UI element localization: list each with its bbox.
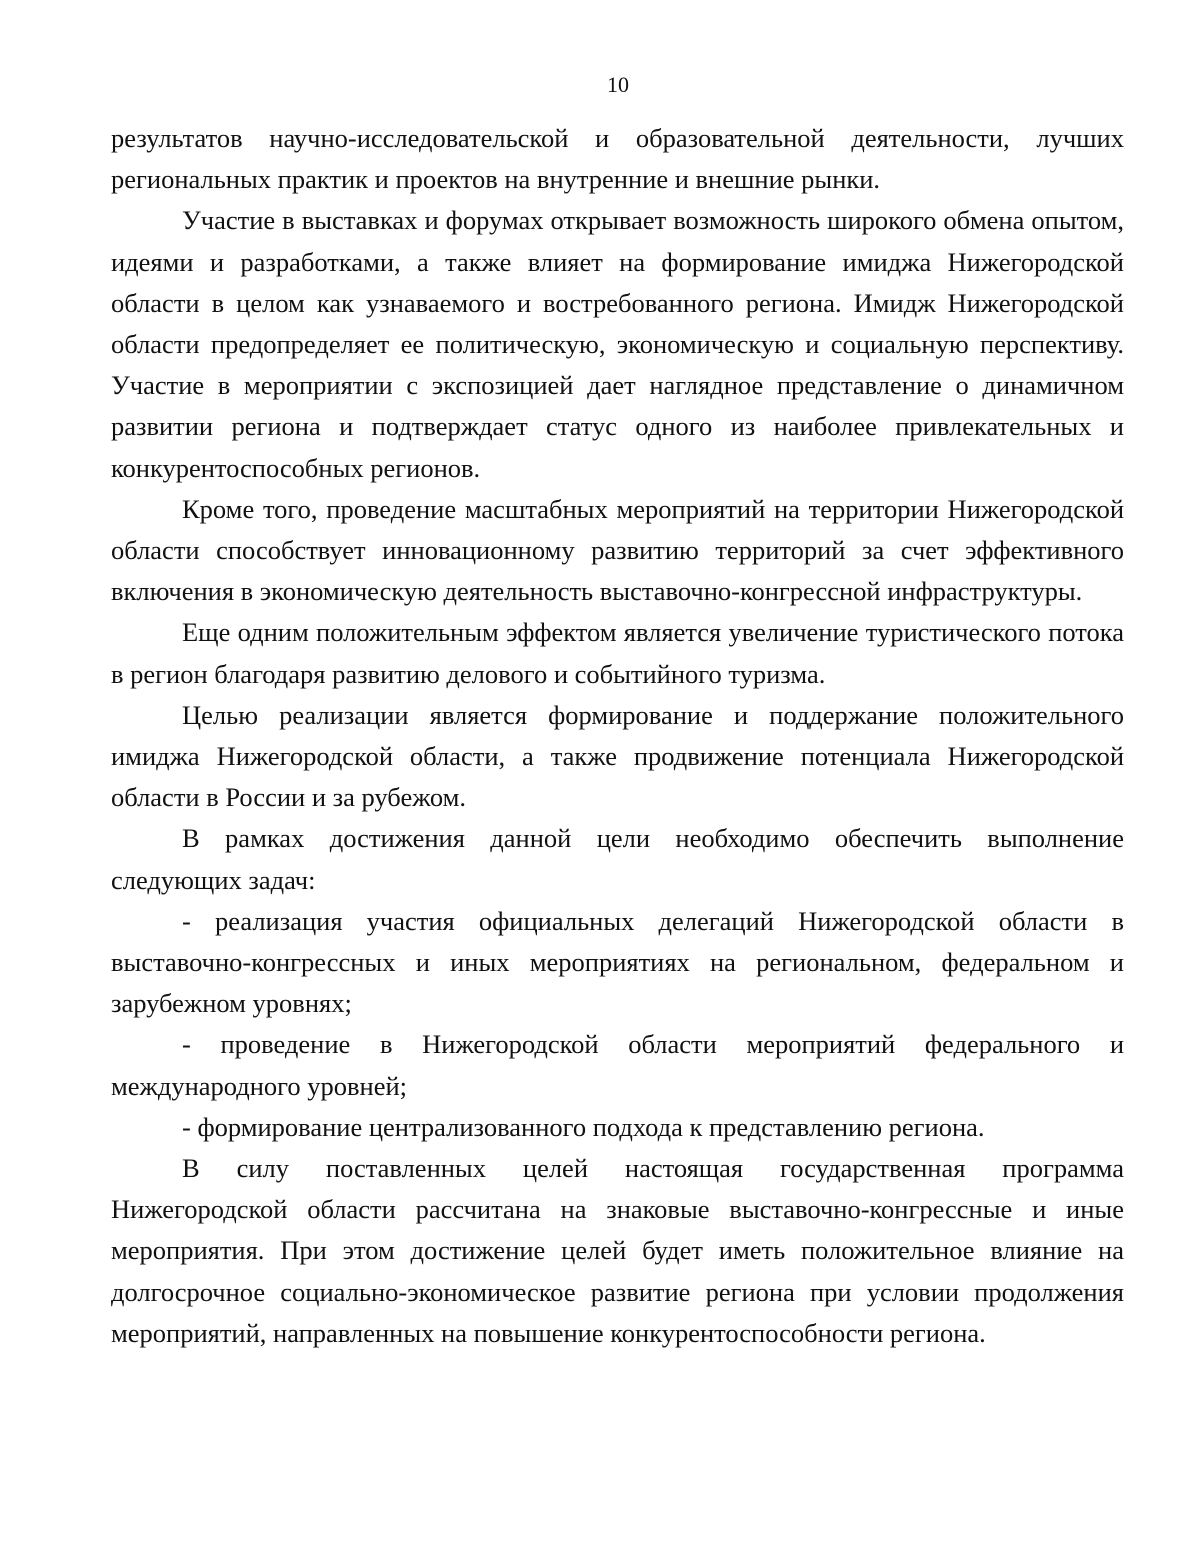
list-item-task-delegations: - реализация участия официальных делегаций Нижегородской области в выставочно-конгрессных и иных мероприятиях на региональном, федеральном и зарубежном уровнях; [111, 905, 1124, 1019]
document-body [111, 118, 1124, 1354]
paragraph-goal: Целью реализации является формирование и поддержание положительного имиджа Нижегородской области, а также продвижение потенциала Нижегородской области в России и за рубежом. [111, 699, 1124, 813]
paragraph-program-conclusion: В силу поставленных целей настоящая государственная программа Нижегородской области рассчитана на знаковые выставочно-конгрессные и иные мероприятия. При этом достижение целей будет иметь положительное влияние на долгосрочное социально-экономическое развитие региона при условии продолжения мероприятий, направленных на повышение конкурентоспособности региона. [111, 1153, 1124, 1348]
paragraph-continuation: результатов научно-исследовательской и образовательной деятельности, лучших региональных практик и проектов на внутренние и внешние рынки. [111, 123, 1124, 195]
paragraph-exhibitions-forums: Участие в выставках и форумах открывает возможность широкого обмена опытом, идеями и разработками, а также влияет на формирование имиджа Нижегородской области в целом как узнаваемого и востребованного региона. Имидж Нижегородской области предопределяет ее политическую, экономическую и социальную перспективу. Участие в мероприятии с экспозицией дает наглядное представление о динамичном развитии региона и подтверждает статус одного из наиболее привлекательных и конкурентоспособных регионов. [111, 205, 1124, 483]
paragraph-large-scale-events: Кроме того, проведение масштабных мероприятий на территории Нижегородской области способствует инновационному развитию территорий за счет эффективного включения в экономическую деятельность выставочно-конгрессной инфраструктуры. [111, 493, 1124, 607]
list-item-task-events: - проведение в Нижегородской области мероприятий федерального и международного уровней; [111, 1029, 1124, 1101]
list-item-task-centralized-approach: - формирование централизованного подхода к представлению региона. [182, 1111, 985, 1142]
paragraph-tourism-effect: Еще одним положительным эффектом является увеличение туристического потока в регион благодаря развитию делового и событийного туризма. [111, 617, 1124, 689]
paragraph-tasks-intro: В рамках достижения данной цели необходимо обеспечить выполнение следующих задач: [111, 823, 1124, 895]
page-number: 10 [607, 72, 629, 97]
